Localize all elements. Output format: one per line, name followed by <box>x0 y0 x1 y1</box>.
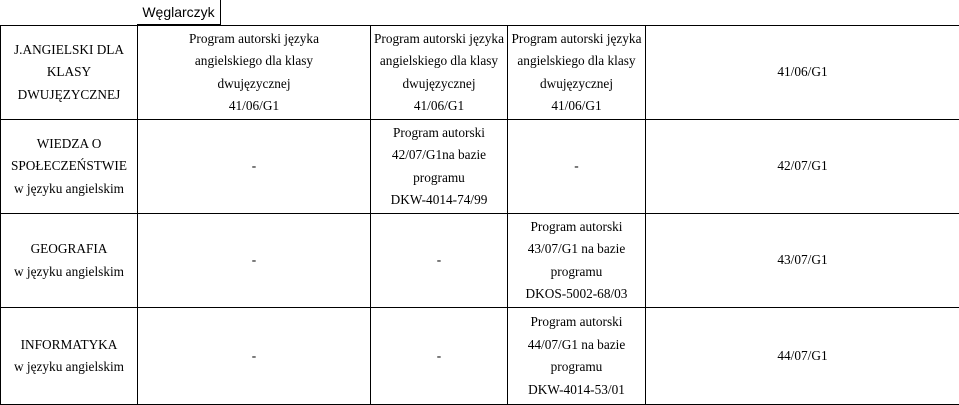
program-cell <box>508 26 646 120</box>
subject-cell <box>1 26 138 120</box>
subject-cell <box>1 214 138 308</box>
program-text: - <box>371 249 507 272</box>
subject-text: w języku angielskim <box>1 356 137 379</box>
program-text: dwujęzycznej <box>371 73 507 96</box>
program-text: 44/07/G1 na bazie <box>508 334 645 357</box>
program-cell <box>138 214 371 308</box>
program-text: - <box>138 155 370 178</box>
program-cell <box>508 214 646 308</box>
program-text: 41/06/G1 <box>371 95 507 118</box>
program-text: - <box>371 345 507 368</box>
program-cell <box>371 26 508 120</box>
code-cell <box>646 120 959 214</box>
code-cell <box>646 26 959 120</box>
program-code: 41/06/G1 <box>646 61 959 84</box>
program-cell <box>508 308 646 405</box>
program-text: programu <box>508 261 645 284</box>
program-text: angielskiego dla klasy <box>371 50 507 73</box>
program-text: angielskiego dla klasy <box>138 50 370 73</box>
program-text: Program autorski <box>508 311 645 334</box>
table-row <box>1 120 959 214</box>
program-text: Program autorski języka <box>371 28 507 51</box>
subject-cell <box>1 120 138 214</box>
code-cell <box>646 214 959 308</box>
program-text: dwujęzycznej <box>508 73 645 96</box>
table-row <box>1 26 959 120</box>
subject-text: DWUJĘZYCZNEJ <box>1 84 137 107</box>
program-cell <box>371 214 508 308</box>
program-text: 41/06/G1 <box>508 95 645 118</box>
table-row <box>1 308 959 405</box>
program-text: 41/06/G1 <box>138 95 370 118</box>
program-text: angielskiego dla klasy <box>508 50 645 73</box>
program-text: programu <box>508 356 645 379</box>
program-text: 43/07/G1 na bazie <box>508 238 645 261</box>
program-cell <box>138 26 371 120</box>
program-text: DKW-4014-53/01 <box>508 379 645 402</box>
subject-text: GEOGRAFIA <box>1 238 137 261</box>
subject-text: SPOŁECZEŃSTWIE <box>1 155 137 178</box>
subject-text: J.ANGIELSKI DLA <box>1 39 137 62</box>
subject-text: w języku angielskim <box>1 261 137 284</box>
program-text: 42/07/G1na bazie <box>371 144 507 167</box>
program-text: Program autorski <box>508 216 645 239</box>
program-text: - <box>138 249 370 272</box>
program-code: 42/07/G1 <box>646 155 959 178</box>
program-text: Program autorski języka <box>508 28 645 51</box>
table-row <box>1 214 959 308</box>
program-text: - <box>508 155 645 178</box>
program-cell <box>371 308 508 405</box>
subject-text: WIEDZA O <box>1 133 137 156</box>
subject-text: KLASY <box>1 61 137 84</box>
program-text: Program autorski <box>371 122 507 145</box>
subject-text: w języku angielskim <box>1 178 137 201</box>
program-code: 43/07/G1 <box>646 249 959 272</box>
program-text: DKOS-5002-68/03 <box>508 283 645 306</box>
program-text: Program autorski języka <box>138 28 370 51</box>
subject-text: INFORMATYKA <box>1 334 137 357</box>
subject-cell <box>1 308 138 405</box>
curriculum-table <box>0 25 959 405</box>
program-cell <box>138 120 371 214</box>
program-cell <box>138 308 371 405</box>
program-text: programu <box>371 167 507 190</box>
program-cell <box>508 120 646 214</box>
program-code: 44/07/G1 <box>646 345 959 368</box>
program-text: DKW-4014-74/99 <box>371 189 507 212</box>
top-header-label: Węglarczyk <box>137 0 221 25</box>
program-text: - <box>138 345 370 368</box>
program-text: dwujęzycznej <box>138 73 370 96</box>
code-cell <box>646 308 959 405</box>
program-cell <box>371 120 508 214</box>
